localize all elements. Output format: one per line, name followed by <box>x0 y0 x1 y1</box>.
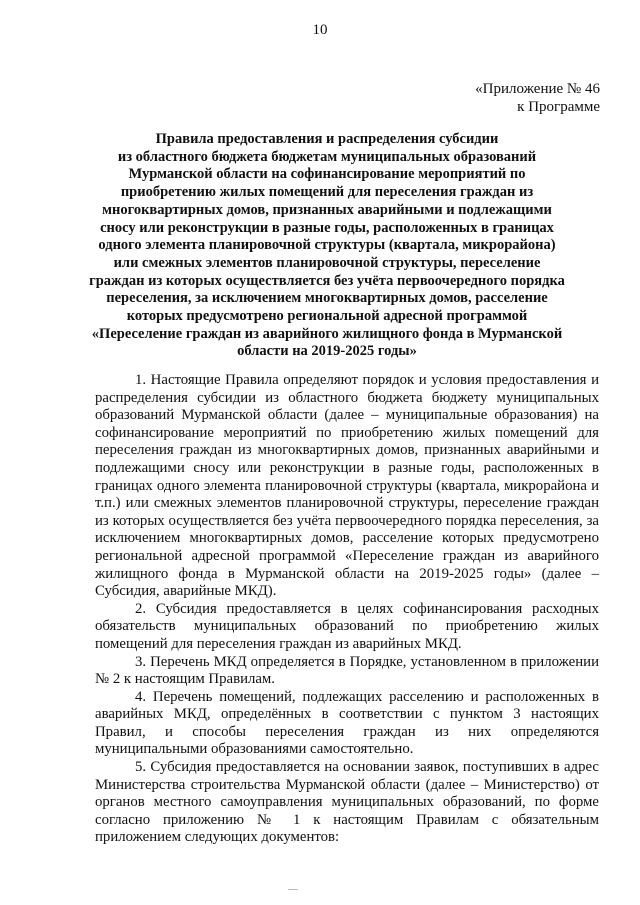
title-line: одного элемента планировочной структуры (квартала, микрорайона) <box>98 237 556 254</box>
paragraph-2: 2. Субсидия предоставляется в целях софинансирования расходных обязательств муниципальных образований по приобретению жилых помещений для переселения граждан из аварийных МКД. <box>95 600 599 652</box>
document-title <box>86 131 568 361</box>
appendix-reference <box>475 80 600 116</box>
scan-artifact <box>288 889 298 890</box>
title-line: переселения, за исключением многоквартирных домов, расселение <box>106 290 548 307</box>
title-line: сносу или реконструкции в разные годы, расположенных в границах <box>100 219 554 236</box>
page-number: 10 <box>312 22 328 38</box>
title-line: которых предусмотрено региональной адресной программой <box>126 308 528 325</box>
title-line: Мурманской области на софинансирование мероприятий по <box>128 166 526 183</box>
appendix-number: «Приложение № 46 <box>475 81 600 97</box>
paragraph-3: 3. Перечень МКД определяется в Порядке, установленном в приложении № 2 к настоящим Правилам. <box>95 653 599 688</box>
title-line: из областного бюджета бюджетам муниципальных образований <box>117 148 537 165</box>
document-body <box>95 372 599 847</box>
title-line: или смежных элементов планировочной структуры, переселение <box>113 254 541 271</box>
title-line: Правила предоставления и распределения субсидии <box>155 131 499 147</box>
title-line: «Переселение граждан из аварийного жилищного фонда в Мурманской <box>91 325 563 342</box>
title-line: многоквартирных домов, признанных аварийными и подлежащими <box>102 201 552 218</box>
title-line: приобретению жилых помещений для переселения граждан из <box>120 184 534 201</box>
paragraph-1: 1. Настоящие Правила определяют порядок и условия предоставления и распределения субсидии из областного бюджета бюджету муниципальных образований Мурманской области (далее – муниципальные образования) на софинансирование мероприятий по приобретению жилых помещений для переселения граждан из многоквартирных домов, признанных аварийными и подлежащими сносу или реконструкции в разные годы, расположенных в границах одного элемента планировочной структуры (квартала, микрорайона и т.п.) или смежных элементов планировочной структуры, переселение граждан из которых осуществляется без учёта первоочередного порядка переселения, за исключением многоквартирных домов, расселение которых предусмотрено региональной адресной программой «Переселение граждан из аварийного жилищного фонда в Мурманской области на 2019-2025 годы» (далее – Субсидия, аварийные МКД). <box>95 372 599 600</box>
title-line: области на 2019-2025 годы» <box>237 343 417 360</box>
paragraph-5: 5. Субсидия предоставляется на основании заявок, поступивших в адрес Министерства строительства Мурманской области (далее – Министерство) от органов местного самоуправления муниципальных образований, по форме согласно приложению № 1 к настоящим Правилам с обязательным приложением следующих документов: <box>95 759 599 846</box>
paragraph-4: 4. Перечень помещений, подлежащих расселению и расположенных в аварийных МКД, определённых в соответствии с пунктом 3 настоящих Правил, и способы переселения граждан из них определяются муниципальными образованиями самостоятельно. <box>95 688 599 758</box>
title-line: граждан из которых осуществляется без учёта первоочередного порядка <box>89 272 565 289</box>
appendix-program: к Программе <box>517 99 600 115</box>
